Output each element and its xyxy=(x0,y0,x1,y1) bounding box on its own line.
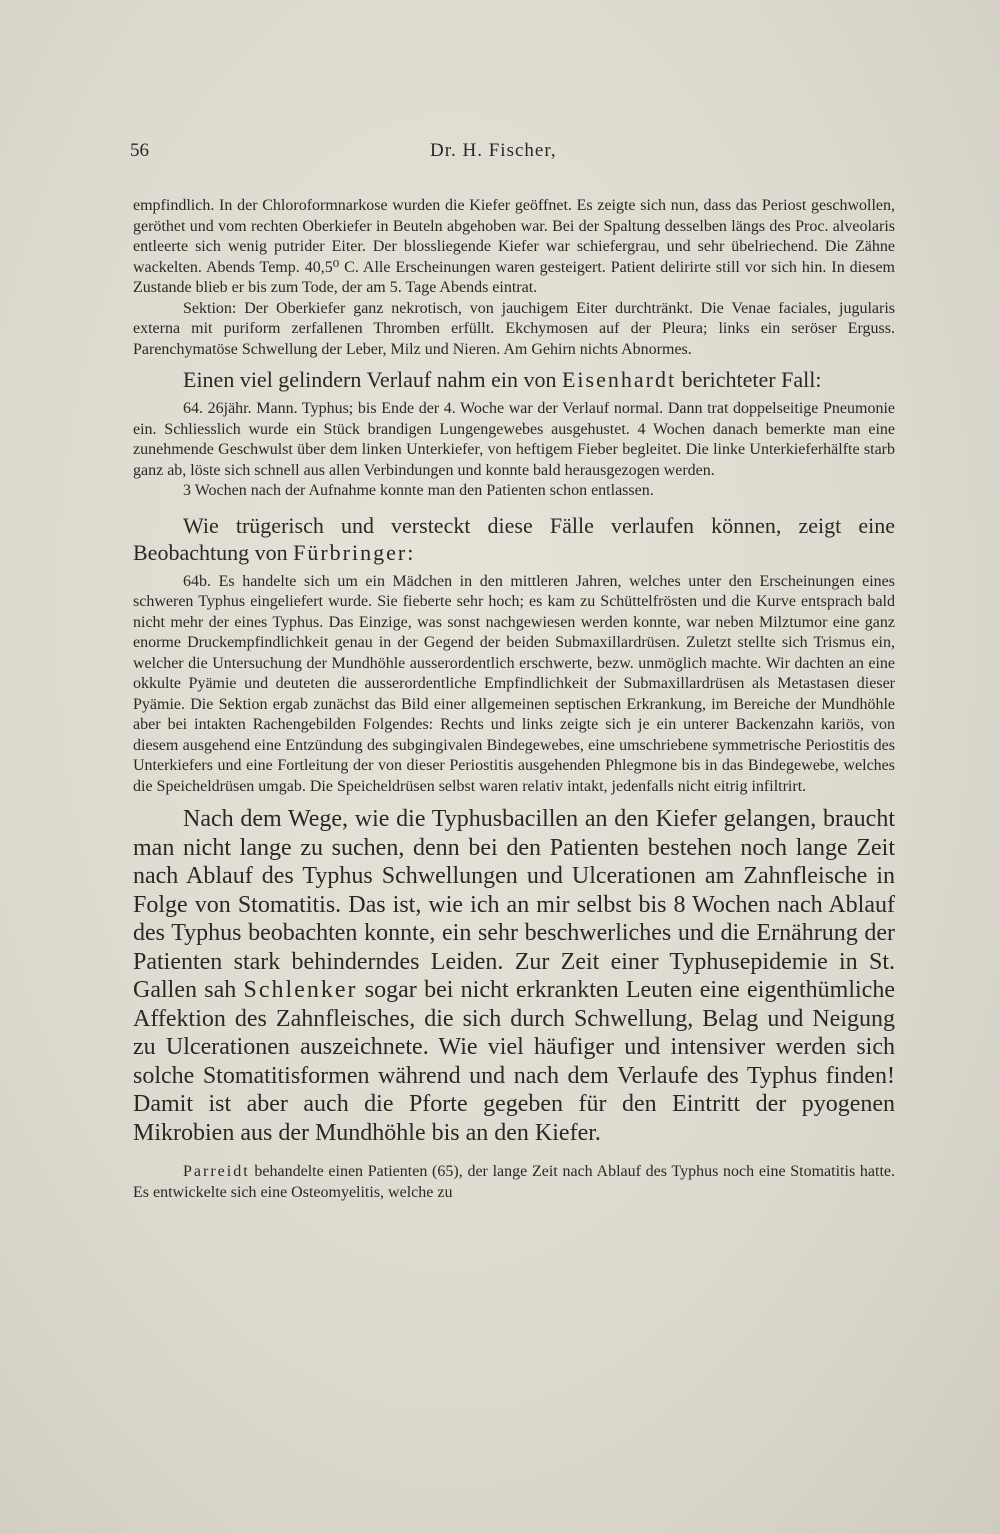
text-span: Nach dem Wege, wie die Typhusbacillen an den Kiefer gelangen, braucht man nicht lange zu suchen, denn bei den Patienten bestehen noch lange Zeit nach Ablauf des Typhus Schwellungen und Ulcerationen am Zahnfleische in Folge von Stomatitis. Das ist, wie ich an mir selbst bis 8 Wochen nach Ablauf des Typhus beobachten konnte, ein sehr beschwerliches und die Ernährung der Patienten stark behinderndes Leiden. Zur Zeit einer Typhusepidemie in St. Gallen sah xyxy=(133,806,895,1003)
footnote-parreidt xyxy=(133,1161,895,1203)
text-span: sogar bei nicht erkrankten Leuten eine eigenthümliche Affektion des Zahnfleisches, die sich durch Schwellung, Belag und Neigung zu Ulcerationen auszeichnete. Wie viel häufiger und intensiver werden sich solche Stomatitisformen während und nach dem Verlaufe des Typhus finden! Damit ist aber auch die Pforte gegeben für den Eintritt der pyogenen Mikrobien aus der Mundhöhle bis an den Kiefer. xyxy=(133,977,895,1146)
paragraph-case-64-outcome: 3 Wochen nach der Aufnahme konnte man den Patienten schon entlassen. xyxy=(183,482,654,499)
text-span: Einen viel gelindern Verlauf nahm ein von xyxy=(183,367,562,392)
page-number: 56 xyxy=(130,140,149,161)
text-span: : xyxy=(407,539,414,565)
page-body xyxy=(133,196,895,1203)
paragraph-sektion: Sektion: Der Oberkiefer ganz nekrotisch, von jauchigem Eiter durchtränkt. Die Venae faciales, jugularis externa mit puriform zerfallenen Thromben erfüllt. Ekchymosen auf der Pleura; links ein seröser Erguss. Parenchymatöse Schwellung der Leber, Milz und Nieren. Am Gehirn nichts Abnormes. xyxy=(133,299,895,358)
page-header xyxy=(130,140,890,170)
running-head: Dr. H. Fischer, xyxy=(430,140,557,161)
paragraph-fuerbringer-intro xyxy=(133,512,895,566)
author-name: Fürbringer xyxy=(293,539,408,565)
author-name: Schlenker xyxy=(243,977,358,1003)
author-name: Parreidt xyxy=(183,1163,250,1180)
text-span: berichteter Fall: xyxy=(676,367,822,392)
paragraph-case-63-continuation: empfindlich. In der Chloroformnarkose wurden die Kiefer geöffnet. Es zeigte sich nun, dass das Periost geschwollen, geröthet und vom rechten Oberkiefer in Beuteln abgehoben war. Bei der Spaltung desselben längs des Proc. alveolaris entleerte sich wenig putrider Eiter. Der blossliegende Kiefer war schiefergrau, und sehr übelriechend. Die Zähne wackelten. Abends Temp. 40,5⁰ C. Alle Erscheinungen waren gesteigert. Patient delirirte still vor sich hin. In diesem Zustande blieb er bis zum Tode, der am 5. Tage Abends eintrat. xyxy=(133,197,895,296)
paragraph-case-64: 64. 26jähr. Mann. Typhus; bis Ende der 4. Woche war der Verlauf normal. Dann trat doppelseitige Pneumonie ein. Schliesslich wurde ein Stück brandigen Lungengewebes ausgehustet. 4 Wochen danach bemerkte man eine zunehmende Geschwulst über dem linken Unterkiefer, von heftigem Fieber begleitet. Die linke Unterkieferhälfte starb ganz ab, löste sich schnell aus allen Verbindungen und konnte bald herausgezogen werden. xyxy=(133,400,895,479)
paragraph-typhus-stomatitis xyxy=(133,805,895,1147)
text-span: Wie trügerisch und versteckt diese Fälle verlaufen können, zeigt eine Beobachtung von xyxy=(133,512,895,565)
author-name: Eisenhardt xyxy=(561,367,677,392)
paragraph-case-64b: 64b. Es handelte sich um ein Mädchen in den mittleren Jahren, welches unter den Erscheinungen eines schweren Typhus eingeliefert wurde. Sie fieberte sehr hoch; es kam zu Schüttelfrösten und die Kurve entsprach bald nicht mehr der eines Typhus. Das Einzige, was sonst nachgewiesen werden konnte, war neben Milztumor eine ganz enorme Druckempfindlichkeit genau in der Gegend der beiden Submaxillardrüsen. Zuletzt stellte sich Trismus ein, welcher die Untersuchung der Mundhöhle ausserordentlich erschwerte, bezw. unmöglich machte. Wir dachten an eine okkulte Pyämie und deuteten die ausserordentliche Empfindlichkeit der Submaxillardrüsen als Metastasen dieser Pyämie. Die Sektion ergab zunächst das Bild einer allgemeinen septischen Erkrankung, im Bereiche der Mundhöhle aber bei intakten Rachengebilden Folgendes: Rechts und links zeigte sich je ein unterer Backenzahn kariös, von diesem ausgehend eine Entzündung des subgingivalen Bindegewebes, eine umschriebene symmetrische Periostitis des Unterkiefers und eine Fortleitung der von dieser Periostitis ausgehenden Phlegmone bis in das Bindegewebe, welches die Speicheldrüsen umgab. Die Speicheldrüsen selbst waren relativ intakt, jedenfalls nicht eitrig infiltrirt. xyxy=(133,572,895,795)
text-span: behandelte einen Patienten (65), der lange Zeit nach Ablauf des Typhus noch eine Stomatitis hatte. Es entwickelte sich eine Osteomyelitis, welche zu xyxy=(133,1163,895,1201)
paragraph-eisenhardt-intro xyxy=(133,366,895,393)
